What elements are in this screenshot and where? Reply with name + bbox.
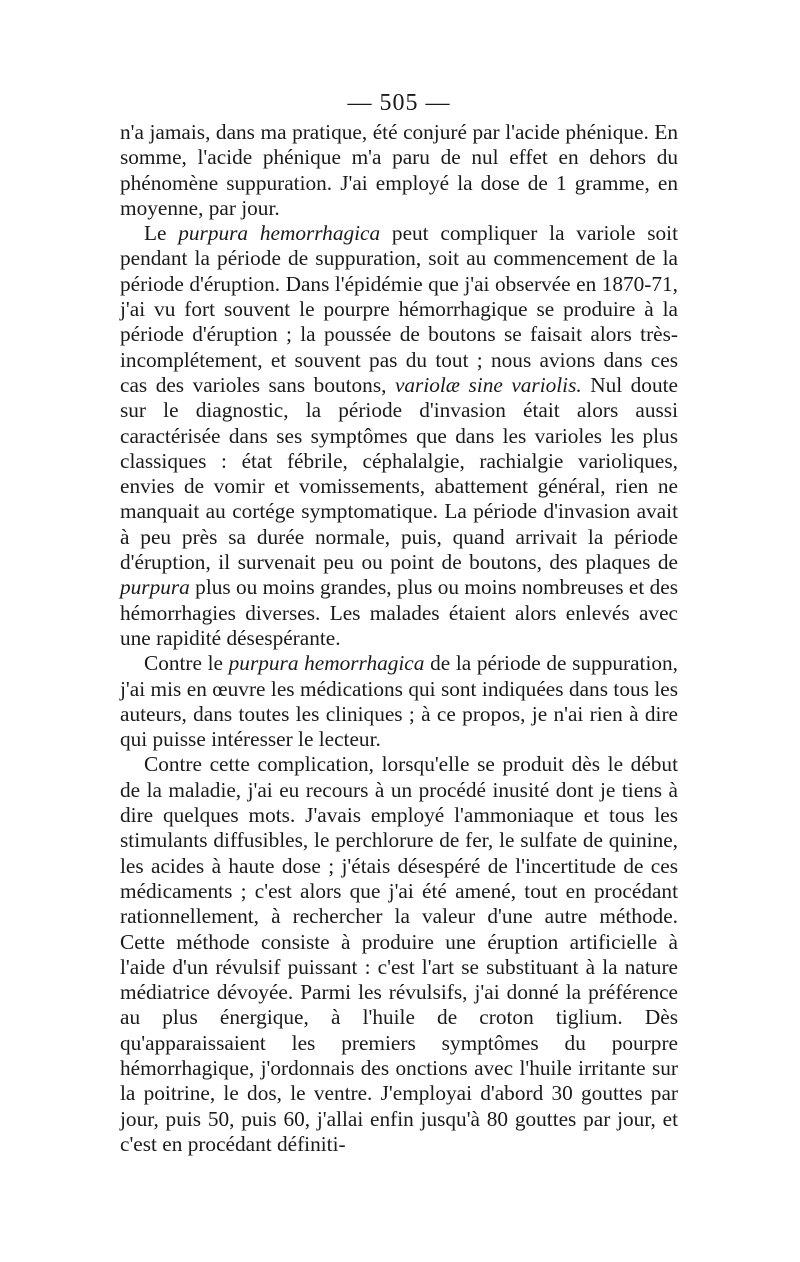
text-run: de la période de suppuration, j'ai mis en œuvre les médications qui sont indiquées dans tous les auteurs, dans toutes les cliniques ; à ce propos, je n'ai rien à dire qui puisse intéresser le lecteur. bbox=[120, 651, 679, 752]
text-run: Contre le bbox=[144, 651, 229, 676]
text-run: Le bbox=[144, 221, 179, 246]
italic-term: purpura hemorrhagica bbox=[178, 221, 381, 246]
text-run: peut compliquer la variole soit pendant la période de suppuration, soit au commencement de la période d'éruption. Dans l'épidémie que j'ai observée en 1870-71, j'ai vu fort souvent le pourpre hémorrhagique se produire à la période d'éruption ; la poussée de boutons se faisait alors très-incomplétement, et souvent pas du tout ; nous avions dans ces cas des varioles sans boutons, bbox=[120, 221, 678, 397]
paragraph-4 bbox=[120, 752, 678, 1157]
italic-term: variolæ sine variolis. bbox=[394, 372, 582, 397]
italic-term: purpura hemorrhagica bbox=[228, 651, 425, 676]
paragraph-2 bbox=[120, 221, 678, 651]
text-run: Nul doute sur le diagnostic, la période d'invasion était alors aussi caractérisée dans ses symptômes que dans les varioles les plus classiques : état fébrile, céphalalgie, rachialgie varioliques, envies de vomir et vomissements, abattement général, rien ne manquait au cortége symptomatique. La période d'invasion avait à peu près sa durée normale, puis, quand arrivait la période d'éruption, il survenait peu ou point de boutons, des plaques de bbox=[120, 372, 678, 575]
body-text bbox=[120, 120, 678, 1157]
paragraph-1 bbox=[120, 120, 678, 221]
text-run: n'a jamais, dans ma pratique, été conjuré par l'acide phénique. En somme, l'acide phénique m'a paru de nul effet en dehors du phénomène suppuration. J'ai employé la dose de 1 gramme, en moyenne, par jour. bbox=[120, 120, 678, 220]
text-run: plus ou moins grandes, plus ou moins nombreuses et des hémorrhagies diverses. Les malades étaient alors enlevés avec une rapidité désespérante. bbox=[120, 575, 678, 650]
italic-term: purpura bbox=[120, 575, 190, 600]
page-number-header: — 505 — bbox=[347, 90, 451, 116]
paragraph-3 bbox=[120, 651, 678, 752]
text-run: Contre cette complication, lorsqu'elle se produit dès le début de la maladie, j'ai eu recours à un procédé inusité dont je tiens à dire quelques mots. J'avais employé l'ammoniaque et tous les stimulants diffusibles, le perchlorure de fer, le sulfate de quinine, les acides à haute dose ; j'étais désespéré de l'incertitude de ces médicaments ; c'est alors que j'ai été amené, tout en procédant rationnellement, à rechercher la valeur d'une autre méthode. Cette méthode consiste à produire une éruption artificielle à l'aide d'un révulsif puissant : c'est l'art se substituant à la nature médiatrice dévoyée. Parmi les révulsifs, j'ai donné la préférence au plus énergique, à l'huile de croton tiglium. Dès qu'apparaissaient les premiers symptômes du pourpre hémorrhagique, j'ordonnais des onctions avec l'huile irritante sur la poitrine, le dos, le ventre. J'employai d'abord 30 gouttes par jour, puis 50, puis 60, j'allai enfin jusqu'à 80 gouttes par jour, et c'est en procédant définiti- bbox=[120, 752, 678, 1156]
